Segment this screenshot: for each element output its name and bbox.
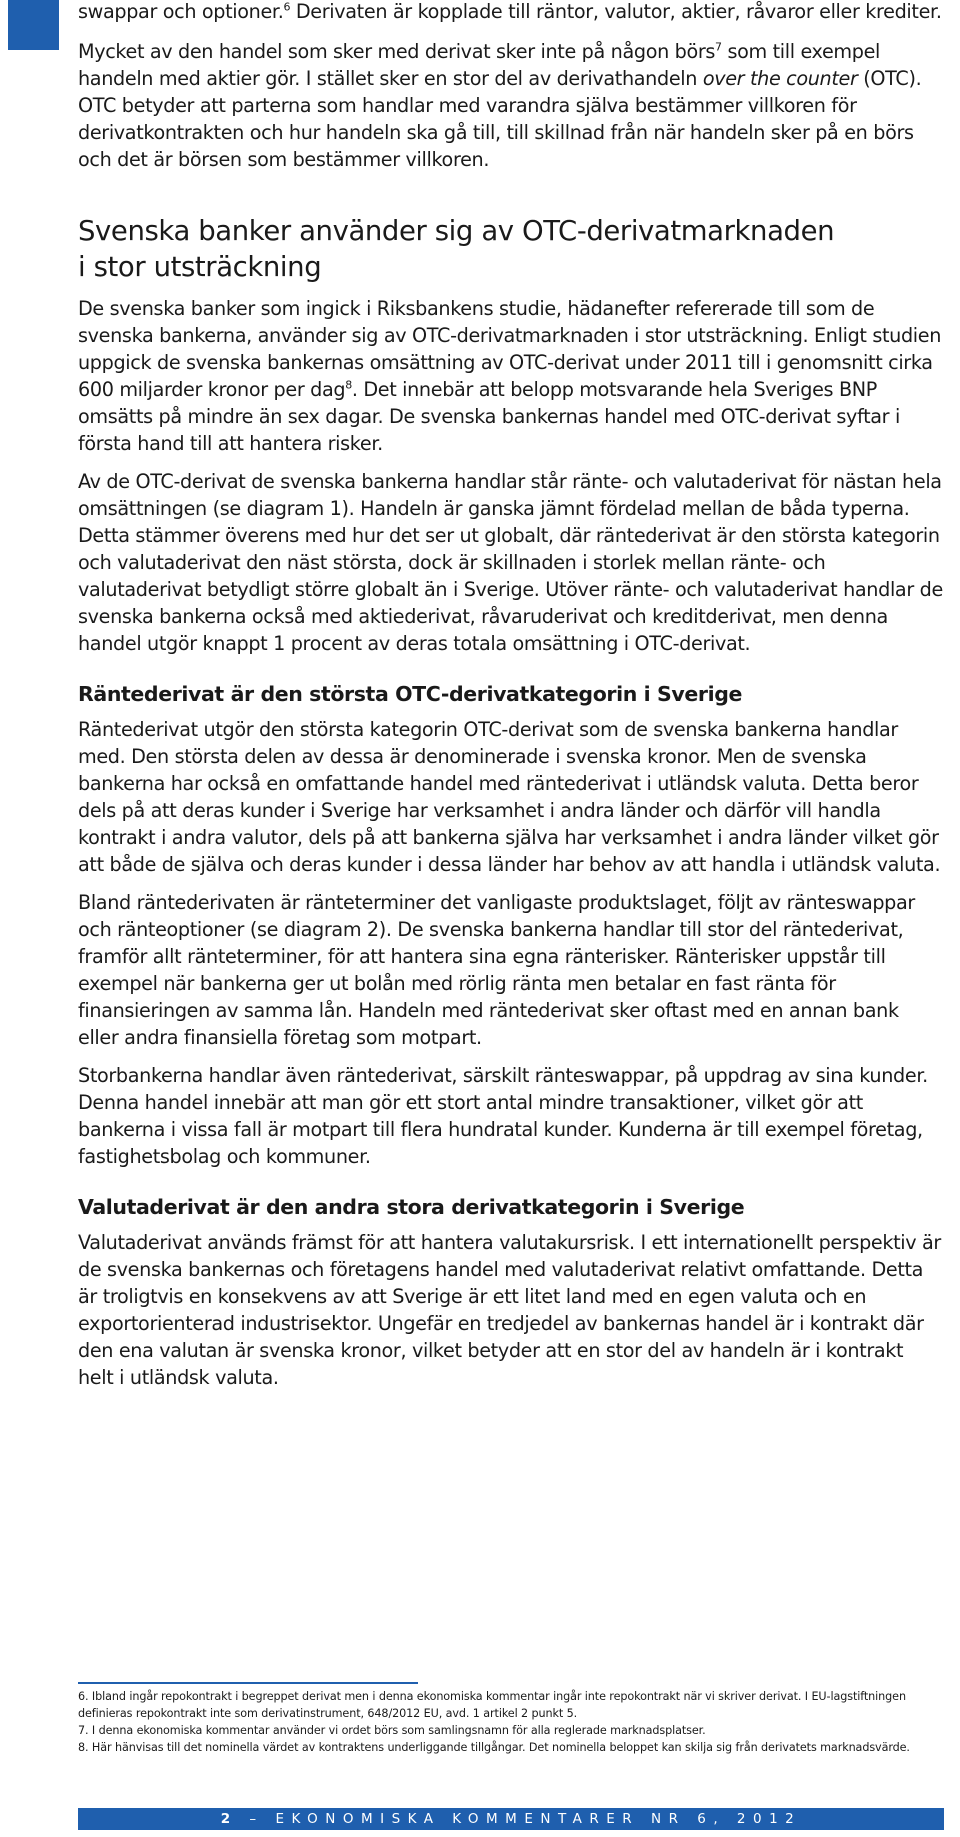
subheading-currency-derivatives: Valutaderivat är den andra stora derivatkategorin i Sverige: [78, 1195, 745, 1219]
page-footer: [78, 1808, 944, 1830]
paragraph-derivative-categories: Av de OTC-derivat de svenska bankerna handlar står ränte- och valutaderivat för nästan hela omsättningen (se diagram 1). Handeln är ganska jämnt fördelad mellan de båda typerna. Detta stämmer överens med hur det ser ut globalt, där räntederivat är den största kategorin och valutaderivat den näst största, dock är skillnaden i storlek mellan ränte- och valutaderivat betydligt större globalt än i Sverige. Utöver ränte- och valutaderivat handlar de svenska bankerna också med aktiederivat, råvaruderivat och kreditderivat, men denna handel utgör knappt 1 procent av deras totala omsättning i OTC-derivat.: [78, 470, 943, 655]
footnotes-section: [78, 1682, 944, 1756]
footnote-7: 7. I denna ekonomiska kommentar använder vi ordet börs som samlingsnamn för alla reglerade marknadsplatser.: [78, 1724, 706, 1737]
page-number: 2: [220, 1811, 238, 1827]
paragraph-currency-derivatives: Valutaderivat används främst för att hantera valutakursrisk. I ett internationellt perspektiv är de svenska bankernas och företagens handel med valutaderivat relativt omfattande. Detta är troligtvis en konsekvens av att Sverige är ett litet land med en egen valuta och en exportorienterad industrisektor. Ungefär en tredjedel av bankernas handel är i kontrakt där den ena valutan är svenska kronor, vilket betyder att en stor del av handeln är i kontrakt helt i utländsk valuta.: [78, 1231, 941, 1389]
publication-name: – EKONOMISKA KOMMENTARER NR 6, 2012: [237, 1811, 802, 1827]
paragraph-interest-rate-3: Storbankerna handlar även räntederivat, särskilt ränteswappar, på uppdrag av sina kunder. Denna handel innebär att man gör ett stort antal mindre transaktioner, vilket gör att bankerna i vissa fall är motpart till flera hundratal kunder. Kunderna är till exempel företag, fastighetsbolag och kommuner.: [78, 1064, 928, 1168]
footnote-6: 6. Ibland ingår repokontrakt i begreppet derivat men i denna ekonomiska kommentar ingår inte repokontrakt när vi skriver derivat. I EU-lagstiftningen definieras repokontrakt inte som derivatinstrument, 648/2012 EU, avd. 1 artikel 2 punkt 5.: [78, 1690, 906, 1720]
footnote-8: 8. Här hänvisas till det nominella värdet av kontraktens underliggande tillgångar. Det nominella beloppet kan skilja sig från derivatets marknadsvärde.: [78, 1741, 910, 1754]
footnote-ref-7[interactable]: 7: [715, 40, 722, 54]
main-text-column: [78, 0, 944, 1391]
paragraph-interest-rate-2: Bland räntederivaten är ränteterminer det vanligaste produktslaget, följt av ränteswappar och ränteoptioner (se diagram 2). De svenska bankerna handlar till stor del räntederivat, framför allt ränteterminer, för att hantera sina egna ränterisker. Ränterisker uppstår till exempel när bankerna ger ut bolån med rörlig ränta men betalar en fast ränta för finansieringen av samma lån. Handeln med räntederivat sker oftast med en annan bank eller andra finansiella företag som motpart.: [78, 891, 915, 1049]
subheading-interest-rate-derivatives: Räntederivat är den största OTC-derivatkategorin i Sverige: [78, 682, 742, 706]
paragraph-interest-rate-1: Räntederivat utgör den största kategorin OTC-derivat som de svenska bankerna handlar med. Den största delen av dessa är denominerade i svenska kronor. Men de svenska bankerna har också en omfattande handel med räntederivat i utländsk valuta. Detta beror dels på att deras kunder i Sverige har verksamhet i andra länder och därför vill handla kontrakt i andra valutor, dels på att bankerna själva har verksamhet i andra länder vilket gör att både de själva och deras kunder i dessa länder har behov av att handla i utländsk valuta.: [78, 718, 941, 876]
footnote-ref-8[interactable]: 8: [345, 378, 352, 392]
otc-emphasis: over the counter: [702, 67, 858, 90]
footnote-ref-6[interactable]: 6: [283, 0, 291, 14]
footnote-divider: [78, 1682, 418, 1684]
corner-color-block: [8, 0, 59, 50]
paragraph-swedish-banks-otc: De svenska banker som ingick i Riksbankens studie, hädanefter refererade till som de svenska bankerna, använder sig av OTC-derivatmarknaden i stor utsträckning. Enligt studien uppgick de svenska bankernas omsättning av OTC-derivat under 2011 till i genomsnitt cirka 600 miljarder kronor per dag$^8$. Det innebär att belopp motsvarande hela Sveriges BNP omsätts på mindre än sex dagar. De svenska bankernas handel med OTC-derivat syftar i första hand till att hantera risker.: [78, 297, 942, 455]
paragraph-otc-definition: Mycket av den handel som sker med derivat sker inte på någon börs$^7$ som till exempel handeln med aktier gör. I stället sker en stor del av derivathandeln over the counter (OTC). OTC betyder att parterna som handlar med varandra själva bestämmer villkoren för derivatkontrakten och hur handeln ska gå till, till skillnad från när handeln sker på en börs och det är börsen som bestämmer villkoren.: [78, 40, 922, 171]
section-heading: Svenska banker använder sig av OTC-derivatmarknaden i stor utsträckning: [78, 215, 835, 283]
paragraph-derivatives-intro: swappar och optioner.$^6$ Derivaten är kopplade till räntor, valutor, aktier, råvaror eller krediter.: [78, 0, 942, 23]
